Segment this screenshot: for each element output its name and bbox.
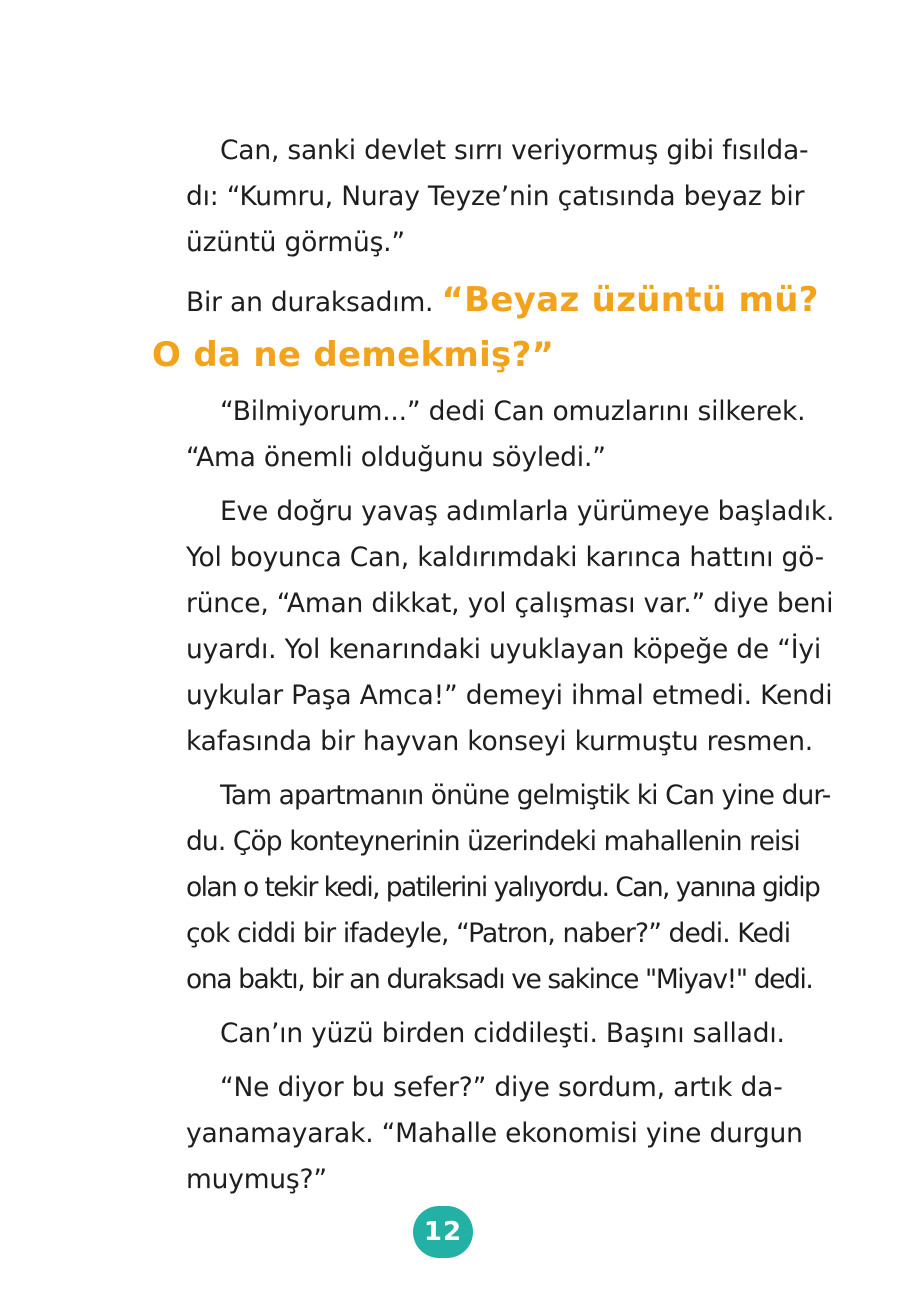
text-line: ona baktı, bir an duraksadı ve sakince "Miyav!" dedi. bbox=[186, 964, 813, 995]
text-line: “Ne diyor bu sefer?” diye sordum, artık da- bbox=[220, 1072, 783, 1103]
paragraph-6 bbox=[152, 1011, 785, 1065]
paragraph-4 bbox=[152, 489, 835, 773]
highlight-quote-1: “Beyaz üzüntü mü? bbox=[441, 280, 819, 320]
text-line: Can’ın yüzü birden ciddileşti. Başını salladı. bbox=[220, 1018, 785, 1049]
text-line: “Ama önemli olduğunu söyledi.” bbox=[186, 442, 606, 473]
text-line: Eve doğru yavaş adımlarla yürümeye başladık. bbox=[220, 496, 835, 527]
highlight-quote-2: O da ne demekmiş?” bbox=[152, 335, 555, 375]
highlight-first-line bbox=[152, 274, 819, 329]
text-line: üzüntü görmüş.” bbox=[186, 227, 405, 258]
body-text bbox=[152, 128, 835, 1211]
paragraph-2 bbox=[152, 274, 819, 389]
text-line: uykular Paşa Amca!” demeyi ihmal etmedi. Kendi bbox=[186, 680, 833, 711]
text-line: Can, sanki devlet sırrı veriyormuş gibi fısılda- bbox=[220, 135, 809, 166]
text-line: çok ciddi bir ifadeyle, “Patron, naber?” dedi. Kedi bbox=[186, 918, 791, 949]
paragraph-1 bbox=[152, 128, 809, 274]
text-line: olan o tekir kedi, patilerini yalıyordu. Can, yanına gidip bbox=[186, 872, 820, 903]
text-line: dı: “Kumru, Nuray Teyze’nin çatısında beyaz bir bbox=[186, 181, 805, 212]
paragraph-7 bbox=[152, 1065, 803, 1211]
text-line: du. Çöp konteynerinin üzerindeki mahallenin reisi bbox=[186, 826, 800, 857]
page-number-badge bbox=[413, 1206, 473, 1258]
paragraph-3 bbox=[152, 389, 806, 489]
paragraph-lead-text: Bir an duraksadım. bbox=[186, 287, 434, 318]
text-line: uyardı. Yol kenarındaki uyuklayan köpeğe de “İyi bbox=[186, 634, 822, 665]
page-number: 12 bbox=[423, 1217, 463, 1247]
text-line: kafasında bir hayvan konseyi kurmuştu resmen. bbox=[186, 726, 814, 757]
paragraph-5 bbox=[152, 773, 831, 1011]
text-line: rünce, “Aman dikkat, yol çalışması var.” diye beni bbox=[186, 588, 834, 619]
text-line: muymuş?” bbox=[186, 1164, 327, 1195]
text-line: “Bilmiyorum...” dedi Can omuzlarını silkerek. bbox=[220, 396, 806, 427]
text-line: Tam apartmanın önüne gelmiştik ki Can yine dur- bbox=[220, 780, 831, 811]
text-line: yanamayarak. “Mahalle ekonomisi yine durgun bbox=[186, 1118, 803, 1149]
text-line: Yol boyunca Can, kaldırımdaki karınca hattını gö- bbox=[186, 542, 824, 573]
